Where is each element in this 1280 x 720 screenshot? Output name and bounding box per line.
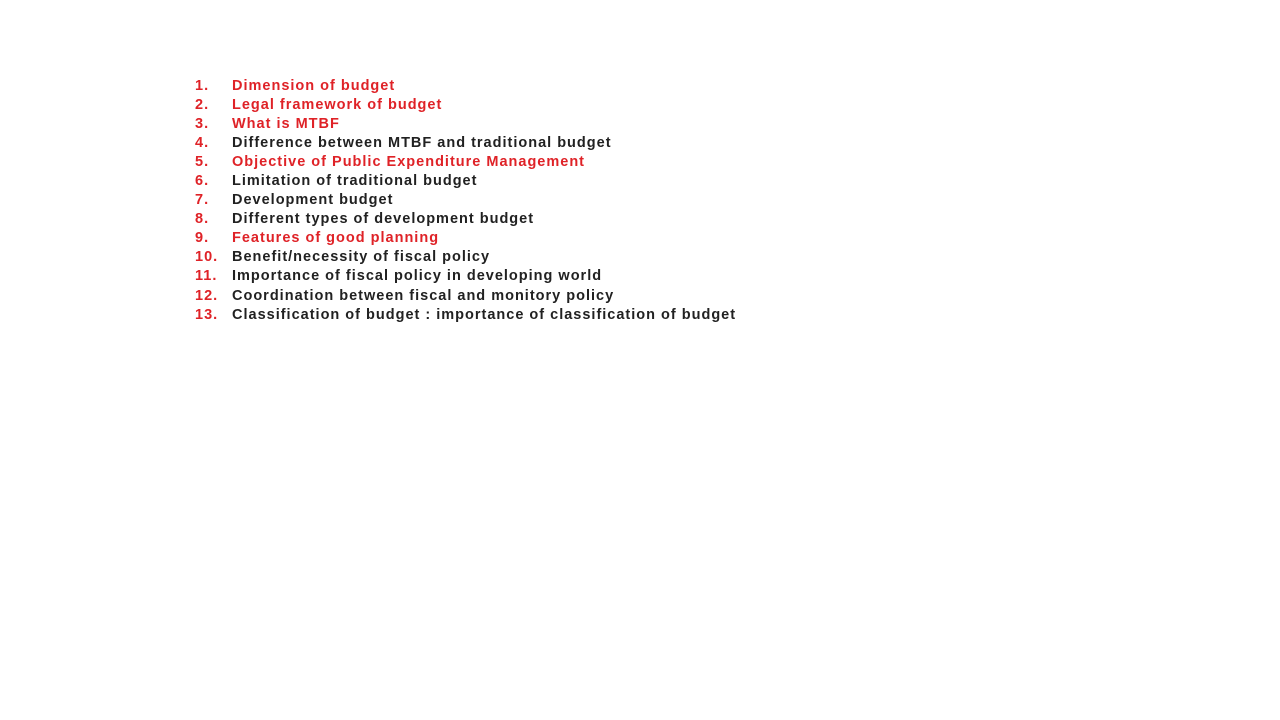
item-number: 4. bbox=[195, 134, 210, 151]
list-item bbox=[195, 286, 736, 305]
list-item bbox=[195, 229, 736, 248]
item-text: Classification of budget : importance of classification of budget bbox=[232, 306, 737, 323]
item-text: Importance of fiscal policy in developing world bbox=[232, 268, 603, 285]
item-number: 2. bbox=[195, 96, 210, 113]
list-item bbox=[195, 152, 736, 171]
item-text: Dimension of budget bbox=[232, 77, 396, 94]
item-number: 12. bbox=[195, 287, 219, 304]
item-number: 3. bbox=[195, 115, 210, 132]
list-item bbox=[195, 76, 736, 95]
item-number: 9. bbox=[195, 230, 210, 247]
list-item bbox=[195, 114, 736, 133]
item-text: Limitation of traditional budget bbox=[232, 173, 478, 190]
item-number: 13. bbox=[195, 306, 219, 323]
item-text: Different types of development budget bbox=[232, 211, 535, 228]
item-number: 11. bbox=[195, 268, 218, 285]
item-text: Features of good planning bbox=[232, 230, 440, 247]
item-text: Difference between MTBF and traditional budget bbox=[232, 134, 612, 151]
list-item bbox=[195, 191, 736, 210]
item-text: Objective of Public Expenditure Management bbox=[232, 153, 586, 170]
list-item bbox=[195, 210, 736, 229]
item-text: Coordination between fiscal and monitory policy bbox=[232, 287, 615, 304]
item-number: 6. bbox=[195, 173, 210, 190]
list-item bbox=[195, 248, 736, 267]
item-number: 7. bbox=[195, 192, 210, 209]
item-number: 10. bbox=[195, 249, 219, 266]
item-number: 1. bbox=[195, 77, 210, 94]
list-item bbox=[195, 171, 736, 190]
item-text: Legal framework of budget bbox=[232, 96, 443, 113]
list-item bbox=[195, 305, 736, 324]
list-item bbox=[195, 267, 736, 286]
item-number: 5. bbox=[195, 153, 210, 170]
item-text: Benefit/necessity of fiscal policy bbox=[232, 249, 491, 266]
topic-list bbox=[195, 76, 736, 324]
item-text: Development budget bbox=[232, 192, 394, 209]
item-text: What is MTBF bbox=[232, 115, 340, 132]
list-item bbox=[195, 95, 736, 114]
item-number: 8. bbox=[195, 211, 210, 228]
list-item bbox=[195, 133, 736, 152]
